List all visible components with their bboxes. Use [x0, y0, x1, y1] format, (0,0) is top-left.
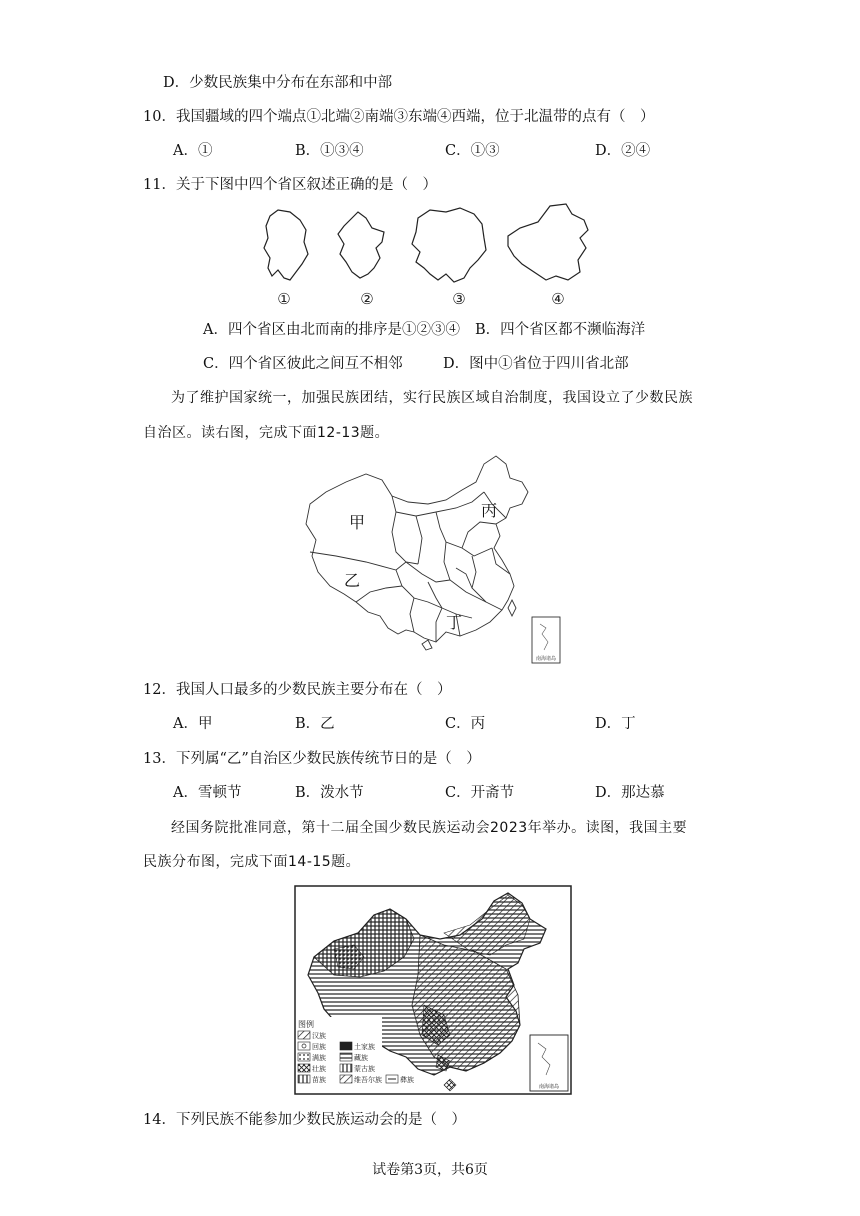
passage1-line1: 为了维护国家统一，加强民族团结，实行民族区域自治制度，我国设立了少数民族 [171, 390, 693, 406]
passage1-line2: 自治区。读右图，完成下面12-13题。 [143, 425, 390, 441]
q12-option-d: D．丁 [595, 716, 636, 732]
q13-option-d: D．那达慕 [595, 785, 665, 801]
q10-option-c: C．①③ [445, 143, 500, 159]
legend-zhuang: 壮族 [312, 1065, 326, 1073]
shape-label-2: ② [360, 290, 374, 308]
inset-label: 南海诸岛 [538, 1084, 560, 1090]
map-label-bing: 丙 [481, 501, 498, 520]
province-shape-1 [264, 210, 308, 280]
china-outline [306, 456, 528, 642]
legend-miao: 苗族 [312, 1076, 326, 1084]
province-shape-3 [412, 208, 486, 282]
q10-stem: 10．我国疆域的四个端点①北端②南端③东端④西端，位于北温带的点有（ ） [143, 109, 655, 125]
legend-zang: 藏族 [354, 1054, 368, 1062]
q11-option-a: A．四个省区由北而南的排序是①②③④ [203, 322, 460, 338]
south-sea-inset [530, 1035, 568, 1091]
q9-option-d: D．少数民族集中分布在东部和中部 [163, 75, 393, 91]
shape-label-1: ① [277, 290, 291, 308]
province-shape-2 [338, 212, 384, 278]
legend-weiwuer: 维吾尔族 [354, 1076, 382, 1084]
legend-title: 图例 [298, 1020, 314, 1029]
passage2-line2: 民族分布图，完成下面14-15题。 [143, 854, 361, 870]
legend-han: 汉族 [312, 1032, 326, 1040]
q12-option-a: A．甲 [173, 716, 213, 732]
q13-option-b: B．泼水节 [295, 785, 364, 801]
q11-option-d: D．图中①省位于四川省北部 [443, 356, 629, 372]
shape-label-4: ④ [551, 290, 565, 308]
legend-hui: 回族 [312, 1043, 326, 1051]
map-label-ding: 丁 [446, 613, 463, 632]
legend-tujia: 土家族 [354, 1043, 375, 1051]
map-label-jia: 甲 [349, 513, 366, 532]
inset-label: 南海诸岛 [535, 656, 557, 662]
q14-stem: 14．下列民族不能参加少数民族运动会的是（ ） [143, 1112, 466, 1128]
legend-yi: 彝族 [400, 1076, 414, 1084]
q11-stem: 11．关于下图中四个省区叙述正确的是（ ） [143, 177, 437, 193]
q10-option-d: D．②④ [595, 143, 651, 159]
page-footer: 试卷第3页，共6页 [372, 1162, 488, 1178]
passage2-line1: 经国务院批准同意，第十二届全国少数民族运动会2023年举办。读图，我国主要 [171, 820, 688, 836]
province-shapes-figure [250, 198, 610, 313]
q12-option-b: B．乙 [295, 716, 335, 732]
q12-option-c: C．丙 [445, 716, 486, 732]
legend-menggu: 蒙古族 [354, 1065, 375, 1073]
province-shape-4 [508, 204, 588, 280]
china-autonomous-regions-map [296, 452, 568, 667]
q13-option-c: C．开斋节 [445, 785, 515, 801]
legend-man: 满族 [312, 1054, 326, 1062]
q11-option-c: C．四个省区彼此之间互不相邻 [203, 356, 403, 372]
q13-option-a: A．雪顿节 [173, 785, 242, 801]
south-sea-inset [532, 617, 560, 663]
q10-option-a: A．① [173, 143, 213, 159]
q10-option-b: B．①③④ [295, 143, 364, 159]
q12-stem: 12．我国人口最多的少数民族主要分布在（ ） [143, 682, 452, 698]
shape-label-3: ③ [452, 290, 466, 308]
q13-stem: 13．下列属“乙”自治区少数民族传统节日的是（ ） [143, 751, 481, 767]
q11-option-b: B．四个省区都不濒临海洋 [475, 322, 646, 338]
ethnic-distribution-map [294, 885, 572, 1095]
map-label-yi: 乙 [344, 571, 361, 590]
